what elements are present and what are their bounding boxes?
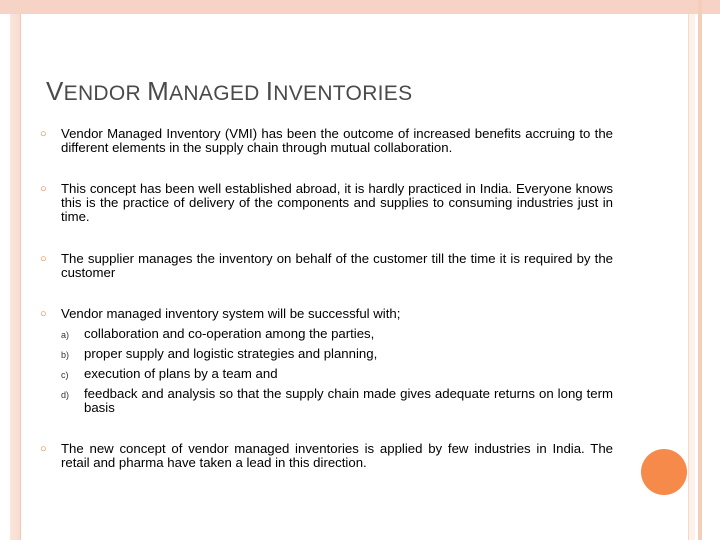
hollow-circle-bullet-icon: ○	[40, 443, 47, 455]
sub-list-item	[61, 387, 613, 415]
bullet-list	[40, 127, 613, 470]
bullet-item	[40, 307, 613, 415]
hollow-circle-bullet-icon: ○	[40, 128, 47, 140]
title-rest: NVENTORIES	[273, 82, 413, 105]
hollow-circle-bullet-icon: ○	[40, 183, 47, 195]
bullet-item	[40, 127, 613, 155]
sub-item-letter: a)	[61, 330, 70, 340]
sub-item-text: execution of plans by a team and	[84, 366, 278, 381]
sub-list-item	[61, 347, 613, 361]
decorative-circle	[641, 449, 687, 495]
bullet-text: This concept has been well established abroad, it is hardly practiced in India. Everyone knows this is the practice of delivery of the components and supplies to consuming industries just in time.	[61, 181, 613, 224]
sub-item-letter: b)	[61, 350, 70, 360]
bullet-text: Vendor managed inventory system will be successful with;	[61, 306, 401, 321]
title-rest: ENDOR	[63, 82, 148, 105]
hollow-circle-bullet-icon: ○	[40, 308, 47, 320]
bullet-text: The new concept of vendor managed inventories is applied by few industries in India. The retail and pharma have taken a lead in this direction.	[61, 441, 613, 470]
sub-item-letter: d)	[61, 390, 70, 400]
sub-list-item	[61, 327, 613, 341]
frame-top-border	[0, 0, 720, 14]
slide-title	[46, 76, 646, 107]
bullet-text: Vendor Managed Inventory (VMI) has been the outcome of increased benefits accruing to the different elements in the supply chain through mutual collaboration.	[61, 126, 613, 155]
frame-left-border	[10, 14, 21, 540]
bullet-text: The supplier manages the inventory on behalf of the customer till the time it is required by the customer	[61, 251, 613, 280]
sub-item-text: feedback and analysis so that the supply chain made gives adequate returns on long term basis	[84, 386, 613, 415]
bullet-item	[40, 252, 613, 280]
frame-right-outer-border	[698, 0, 702, 540]
title-cap: M	[147, 76, 170, 106]
frame-right-inner-border	[688, 14, 695, 540]
title-cap: V	[46, 76, 64, 106]
title-rest: ANAGED	[169, 82, 266, 105]
bullet-item	[40, 182, 613, 224]
sub-item-text: collaboration and co-operation among the parties,	[84, 326, 375, 341]
sub-list-item	[61, 367, 613, 381]
sub-list	[61, 327, 613, 415]
sub-item-letter: c)	[61, 370, 69, 380]
hollow-circle-bullet-icon: ○	[40, 253, 47, 265]
bullet-item	[40, 442, 613, 470]
sub-item-text: proper supply and logistic strategies and planning,	[84, 346, 378, 361]
title-cap: I	[265, 76, 274, 106]
